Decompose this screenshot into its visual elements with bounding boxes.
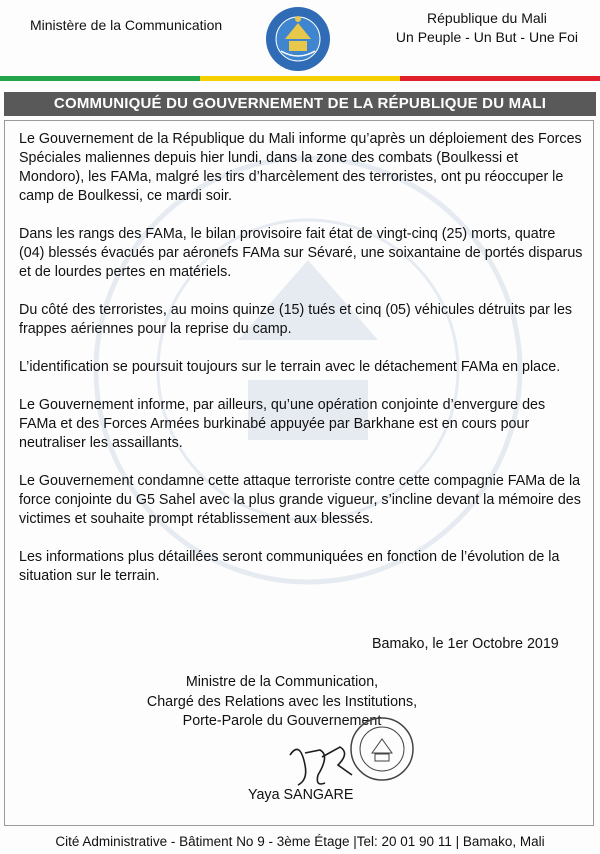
paragraph: Dans les rangs des FAMa, le bilan provisoire fait état de vingt-cinq (25) morts, quatre (04) blessés évacués par aéronefs FAMa sur Sévaré, une soixantaine de portés disparus et de lourdes pertes en matériels.	[19, 226, 583, 280]
national-motto: Un Peuple - Un But - Une Foi	[395, 29, 578, 45]
paragraph: Le Gouvernement de la République du Mali informe qu’après un déploiement des Forces Spéciales maliennes depuis hier lundi, dans la zone des combats (Boulkessi et Mondoro), les FAMa, malgré les tirs d’harcèlement des terroristes, ont pu réoccuper le camp de Boulkessi, ce mardi soir.	[19, 131, 582, 204]
official-stamp	[348, 715, 416, 783]
flag-stripe-red	[400, 76, 600, 81]
signatory-title: Chargé des Relations avec les Institutions,	[146, 693, 418, 710]
paragraph: L’identification se poursuit toujours sur le terrain avec le détachement FAMa en place.	[19, 359, 561, 375]
paragraph: Du côté des terroristes, au moins quinze (15) tués et cinq (05) véhicules détruits par les frappes aériennes pour la reprise du camp.	[19, 302, 573, 337]
flag-stripe-yellow	[200, 76, 400, 81]
paragraph: Le Gouvernement informe, par ailleurs, qu’une opération conjointe d’envergure des FAMa et des Forces Armées burkinabé appuyée par Barkhane est en cours pour neutraliser les assaillants.	[19, 397, 546, 451]
republic-header	[396, 9, 578, 47]
date-line: Bamako, le 1er Octobre 2019	[372, 636, 559, 652]
paragraph: Les informations plus détaillées seront communiquées en fonction de l’évolution de la situation sur le terrain.	[19, 549, 560, 584]
ministry-name: Ministère de la Communication	[30, 17, 223, 33]
footer-address: Cité Administrative - Bâtiment No 9 - 3ème Étage |Tel: 20 01 90 11 | Bamako, Mali	[55, 834, 545, 849]
paragraph: Le Gouvernement condamne cette attaque terroriste contre cette compagnie FAMa de la force conjointe du G5 Sahel avec la plus grande vigueur, s’incline devant la mémoire des victimes et souhaite prompt rétablissement aux blessés.	[19, 473, 581, 527]
signatory-title: Ministre de la Communication,	[185, 674, 379, 690]
signatory-name: Yaya SANGARE	[248, 787, 354, 803]
communique-body	[19, 130, 584, 605]
communique-title: COMMUNIQUÉ DU GOUVERNEMENT DE LA RÉPUBLIQUE DU MALI	[4, 92, 596, 116]
signatory-title: Porte-Parole du Gouvernement	[182, 713, 382, 729]
flag-stripe-green	[0, 76, 200, 81]
republic-name: République du Mali	[427, 10, 547, 26]
republic-seal-logo	[259, 5, 337, 73]
